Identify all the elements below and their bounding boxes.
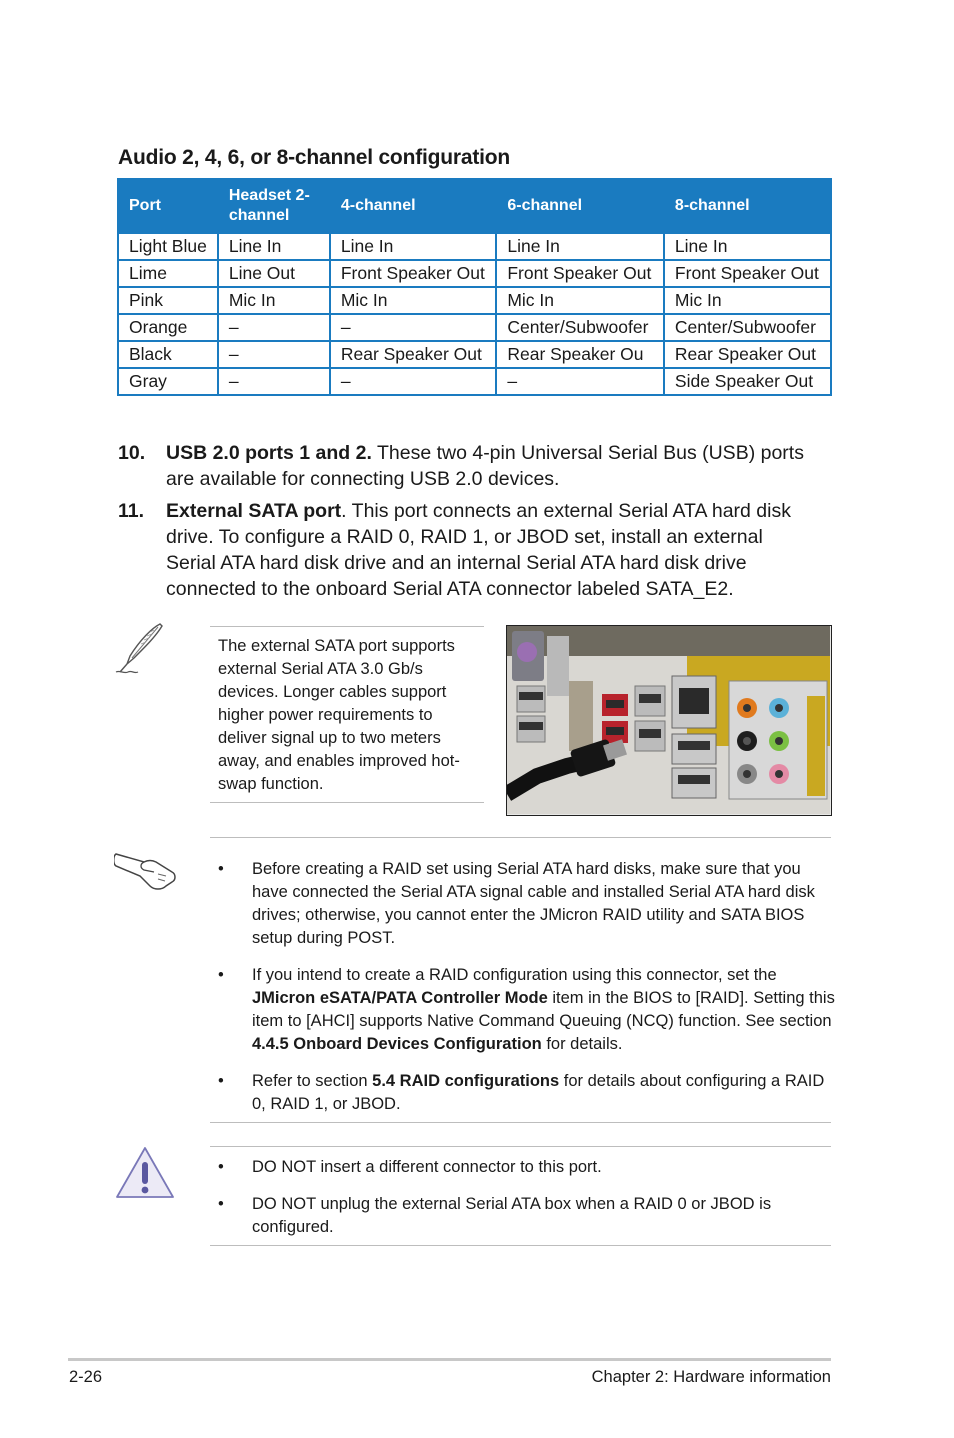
table-row [118, 314, 831, 341]
footer-rule [68, 1358, 831, 1361]
table-cell: Line In [664, 233, 831, 260]
table-cell: Lime [118, 260, 218, 287]
header-4ch: 4-channel [330, 179, 497, 233]
important-bullets [210, 858, 835, 1130]
steps-list [118, 440, 818, 608]
table-cell: – [496, 368, 664, 395]
section-title: Audio 2, 4, 6, or 8-channel configuration [118, 146, 511, 169]
note-text: The external SATA port supports external Serial ATA 3.0 Gb/s devices. Longer cables support higher power requirements to deliver signal up to two meters away, and enables improved hot-swap function. [218, 637, 460, 793]
bullet-dot: • [218, 966, 224, 984]
table-cell: Mic In [496, 287, 664, 314]
table-cell: Line In [496, 233, 664, 260]
bullet-text: Refer to section [252, 1072, 373, 1090]
table-cell: Orange [118, 314, 218, 341]
rear-panel-illustration [507, 626, 830, 814]
table-cell: Mic In [218, 287, 330, 314]
chapter-label: Chapter 2: Hardware information [591, 1368, 831, 1386]
table-cell: Mic In [330, 287, 497, 314]
step-number: 11. [118, 500, 145, 522]
hand-icon [114, 846, 178, 892]
table-cell: Side Speaker Out [664, 368, 831, 395]
table-cell: Center/Subwoofer [664, 314, 831, 341]
bullet-text: DO NOT insert a different connector to this port. [252, 1158, 602, 1176]
bullet-text: JMicron eSATA/PATA Controller Mode [252, 989, 548, 1007]
audio-config-table [117, 178, 832, 396]
table-cell: Rear Speaker Out [330, 341, 497, 368]
caution-rule-bottom [210, 1245, 831, 1246]
bullet-dot: • [218, 1072, 224, 1090]
list-item [210, 1156, 835, 1179]
table-cell: Line In [218, 233, 330, 260]
table-row [118, 260, 831, 287]
list-item [210, 964, 835, 1056]
table-row [118, 287, 831, 314]
bullet-text: 5.4 RAID configurations [372, 1072, 560, 1090]
header-headset [218, 179, 330, 233]
table-cell: Rear Speaker Out [664, 341, 831, 368]
bullet-text: 4.4.5 Onboard Devices Configuration [252, 1035, 542, 1053]
table-header-row [118, 179, 831, 233]
important-rule-top [210, 837, 831, 838]
bullet-text: DO NOT unplug the external Serial ATA box when a RAID 0 or JBOD is configured. [252, 1195, 772, 1236]
warning-icon [114, 1145, 176, 1201]
bullet-text: for details. [541, 1035, 623, 1053]
table-cell: Front Speaker Out [496, 260, 664, 287]
note-rule-bottom [210, 802, 484, 803]
list-item [210, 858, 835, 950]
rear-panel-photo [506, 625, 832, 816]
header-port: Port [118, 179, 218, 233]
header-8ch: 8-channel [664, 179, 831, 233]
step-text: These two 4-pin Universal Serial Bus (USB) ports are available for connecting USB 2.0 devices. [166, 442, 804, 490]
pen-icon [114, 622, 166, 676]
table-cell: Front Speaker Out [664, 260, 831, 287]
bullet-dot: • [218, 860, 224, 878]
note-rule-top [210, 626, 484, 627]
bullet-text: for details about configuring a RAID 0, RAID 1, or JBOD. [252, 1072, 825, 1113]
table-cell: Rear Speaker Ou [496, 341, 664, 368]
list-item [210, 1070, 835, 1116]
table-cell: Center/Subwoofer [496, 314, 664, 341]
table-cell: Light Blue [118, 233, 218, 260]
table-cell: Front Speaker Out [330, 260, 497, 287]
table-cell: Line Out [218, 260, 330, 287]
step-text: . This port connects an external Serial ATA hard disk drive. To configure a RAID 0, RAID 1, or JBOD set, install an external Serial ATA hard disk drive and an internal Serial ATA hard disk drive connected to the onboard Serial ATA connector labeled SATA_E2. [166, 500, 791, 600]
caution-rule-top [210, 1146, 831, 1147]
bullet-dot: • [218, 1195, 224, 1213]
header-headset-label: Headset 2-channel [228, 187, 310, 224]
list-item [210, 1193, 835, 1239]
table-cell: Line In [330, 233, 497, 260]
bullet-text: Before creating a RAID set using Serial ATA hard disks, make sure that you have connected the Serial ATA signal cable and installed Serial ATA hard disk drives; otherwise, you cannot enter the JMicron RAID utility and SATA BIOS setup during POST. [252, 860, 815, 947]
bullet-dot: • [218, 1158, 224, 1176]
bullet-text: If you intend to create a RAID configuration using this connector, set the [252, 966, 777, 984]
step-10 [118, 440, 818, 492]
table-row [118, 368, 831, 395]
table-cell: Black [118, 341, 218, 368]
table-cell: – [330, 368, 497, 395]
bullet-text: item in the BIOS to [RAID]. Setting this item to [AHCI] supports Native Command Queuing (NCQ) function. See section [252, 989, 835, 1030]
table-cell: Mic In [664, 287, 831, 314]
table-cell: – [218, 314, 330, 341]
step-number: 10. [118, 442, 146, 464]
table-row [118, 341, 831, 368]
table-cell: – [218, 341, 330, 368]
header-6ch: 6-channel [496, 179, 664, 233]
step-11 [118, 498, 818, 602]
table-cell: Gray [118, 368, 218, 395]
step-title: USB 2.0 ports 1 and 2. [166, 442, 372, 464]
table-cell: – [218, 368, 330, 395]
page-number: 2-26 [69, 1368, 103, 1386]
step-title: External SATA port [166, 500, 342, 522]
table-cell: – [330, 314, 497, 341]
table-row [118, 233, 831, 260]
important-rule-bottom [210, 1122, 831, 1123]
caution-bullets [210, 1156, 835, 1253]
table-cell: Pink [118, 287, 218, 314]
